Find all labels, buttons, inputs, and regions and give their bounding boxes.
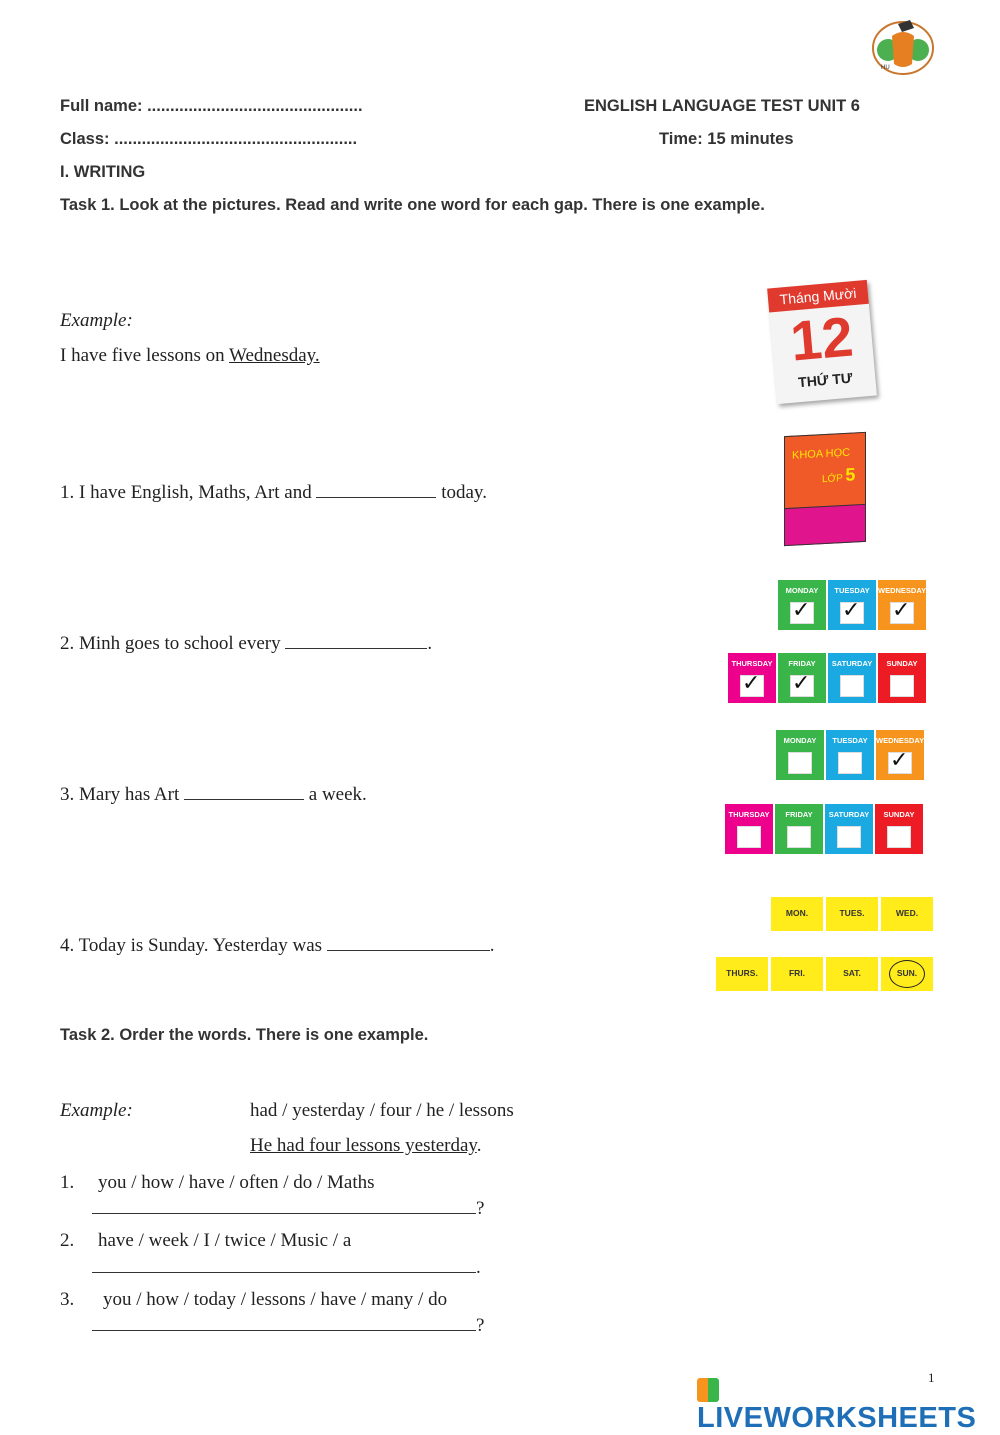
day-label: SATURDAY (831, 659, 873, 668)
test-title: ENGLISH LANGUAGE TEST UNIT 6 (584, 97, 860, 115)
calendar-weekday: THỨ TƯ (797, 369, 854, 391)
checkbox (838, 752, 862, 774)
day-tile-mon: MON. (771, 897, 823, 931)
check-icon: ✓ (792, 671, 811, 696)
example-answer-end: . (476, 1135, 482, 1156)
grid1-day-friday (778, 653, 826, 703)
task2-item-2-answer-line (92, 1254, 481, 1279)
day-label: MONDAY (785, 586, 819, 595)
day-label: FRIDAY (785, 810, 813, 819)
grid2-day-sunday (875, 804, 923, 854)
question-1 (60, 479, 487, 504)
q2-text: 2. Minh goes to school every (60, 633, 281, 654)
day-label: SUNDAY (883, 810, 915, 819)
task2-item-1-answer-line (92, 1195, 484, 1220)
task2-example-words: had / yesterday / four / he / lessons (250, 1100, 514, 1121)
q4-text: 4. Today is Sunday. Yesterday was (60, 935, 323, 956)
full-name-field[interactable]: Full name: ............................................... (60, 97, 363, 115)
task2-instructions: Task 2. Order the words. There is one example. (60, 1026, 429, 1044)
day-tile-sat: SAT. (826, 957, 878, 991)
calendar-month: Tháng Mười (767, 280, 869, 313)
checkbox (788, 752, 812, 774)
checkbox (787, 826, 811, 848)
task2-item-3-answer-line (92, 1312, 484, 1337)
example-answer: Wednesday. (229, 345, 320, 366)
item-1-end: ? (476, 1198, 485, 1219)
task1-instructions: Task 1. Look at the pictures. Read and write one word for each gap. There is one example. (60, 196, 765, 214)
task2-item-3-words: you / how / today / lessons / have / many / do (103, 1289, 448, 1310)
question-4 (60, 932, 495, 957)
day-label: WEDNESDAY (876, 736, 925, 745)
book-title: KHOA HỌC (792, 446, 851, 462)
day-label: MONDAY (783, 736, 817, 745)
q4-answer-blank[interactable] (327, 932, 490, 951)
q1-answer-blank[interactable] (316, 479, 436, 498)
day-label: THURSDAY (728, 810, 770, 819)
day-label: SATURDAY (828, 810, 870, 819)
example-text: I have five lessons on (60, 345, 230, 366)
task2-item-3-num: 3. (60, 1289, 75, 1310)
item-1-blank[interactable] (92, 1195, 476, 1214)
day-tile-wed: WED. (881, 897, 933, 931)
grid2-day-saturday (825, 804, 873, 854)
day-tile-sun: SUN. (881, 957, 933, 991)
school-logo (866, 14, 940, 78)
q3-text: 3. Mary has Art (60, 784, 180, 805)
day-tile-fri: FRI. (771, 957, 823, 991)
check-icon: ✓ (892, 598, 911, 623)
task2-item-1-words: you / how / have / often / do / Maths (98, 1172, 375, 1193)
book-grade-num: 5 (845, 464, 856, 485)
q3-answer-blank[interactable] (184, 781, 304, 800)
day-label: WEDNESDAY (878, 586, 927, 595)
task2-example-label: Example: (60, 1100, 133, 1121)
task2-example-answer (250, 1135, 481, 1157)
grid1-day-sunday (878, 653, 926, 703)
item-2-blank[interactable] (92, 1254, 476, 1273)
page-number: 1 (928, 1370, 935, 1385)
grid1-day-monday (778, 580, 826, 630)
item-3-blank[interactable] (92, 1312, 476, 1331)
grid2-day-wednesday (876, 730, 924, 780)
q4-end: . (489, 935, 495, 956)
example-answer-text: He had four lessons yesterday (250, 1135, 477, 1156)
check-icon: ✓ (842, 598, 861, 623)
section-heading: I. WRITING (60, 163, 146, 181)
calendar-day: 12 (787, 304, 856, 373)
day-label: FRIDAY (788, 659, 816, 668)
example-label: Example: (60, 310, 133, 331)
grid2-day-friday (775, 804, 823, 854)
book-grade: LỚP (822, 473, 843, 486)
brand-name: LIVEWORKSHEETS (697, 1402, 977, 1434)
day-tile-tues: TUES. (826, 897, 878, 931)
q3-end: a week. (308, 784, 367, 805)
check-icon: ✓ (890, 748, 909, 773)
day-label: SUNDAY (886, 659, 918, 668)
day-tile-thurs: THURS. (716, 957, 768, 991)
grid2-day-monday (776, 730, 824, 780)
task2-item-2-num: 2. (60, 1230, 75, 1251)
check-icon: ✓ (792, 598, 811, 623)
day-label: TUESDAY (832, 736, 868, 745)
grid2-day-tuesday (826, 730, 874, 780)
question-3 (60, 781, 367, 806)
checkbox (837, 826, 861, 848)
check-icon: ✓ (742, 671, 761, 696)
grid2-day-thursday (725, 804, 773, 854)
q2-end: . (427, 633, 433, 654)
time-label: Time: 15 minutes (659, 130, 794, 148)
grid1-day-thursday (728, 653, 776, 703)
checkbox (737, 826, 761, 848)
grid1-day-tuesday (828, 580, 876, 630)
day-label: THURSDAY (731, 659, 773, 668)
example-sentence (60, 345, 320, 367)
checkbox (840, 675, 864, 697)
q1-end: today. (441, 482, 487, 503)
item-2-end: . (476, 1257, 481, 1278)
liveworksheets-icon (697, 1378, 719, 1402)
science-book-picture (784, 432, 866, 546)
question-2 (60, 630, 432, 655)
liveworksheets-logo (697, 1378, 1000, 1435)
grid1-day-saturday (828, 653, 876, 703)
calendar-picture (767, 280, 877, 404)
day-label: TUESDAY (834, 586, 870, 595)
svg-text:HU: HU (881, 65, 890, 71)
q1-text: 1. I have English, Maths, Art and (60, 482, 312, 503)
checkbox (887, 826, 911, 848)
class-field[interactable]: Class: ..................................................... (60, 130, 358, 148)
checkbox (890, 675, 914, 697)
task2-item-2-words: have / week / I / twice / Music / a (98, 1230, 352, 1251)
grid1-day-wednesday (878, 580, 926, 630)
item-3-end: ? (476, 1315, 485, 1336)
q2-answer-blank[interactable] (285, 630, 427, 649)
task2-item-1-num: 1. (60, 1172, 75, 1193)
